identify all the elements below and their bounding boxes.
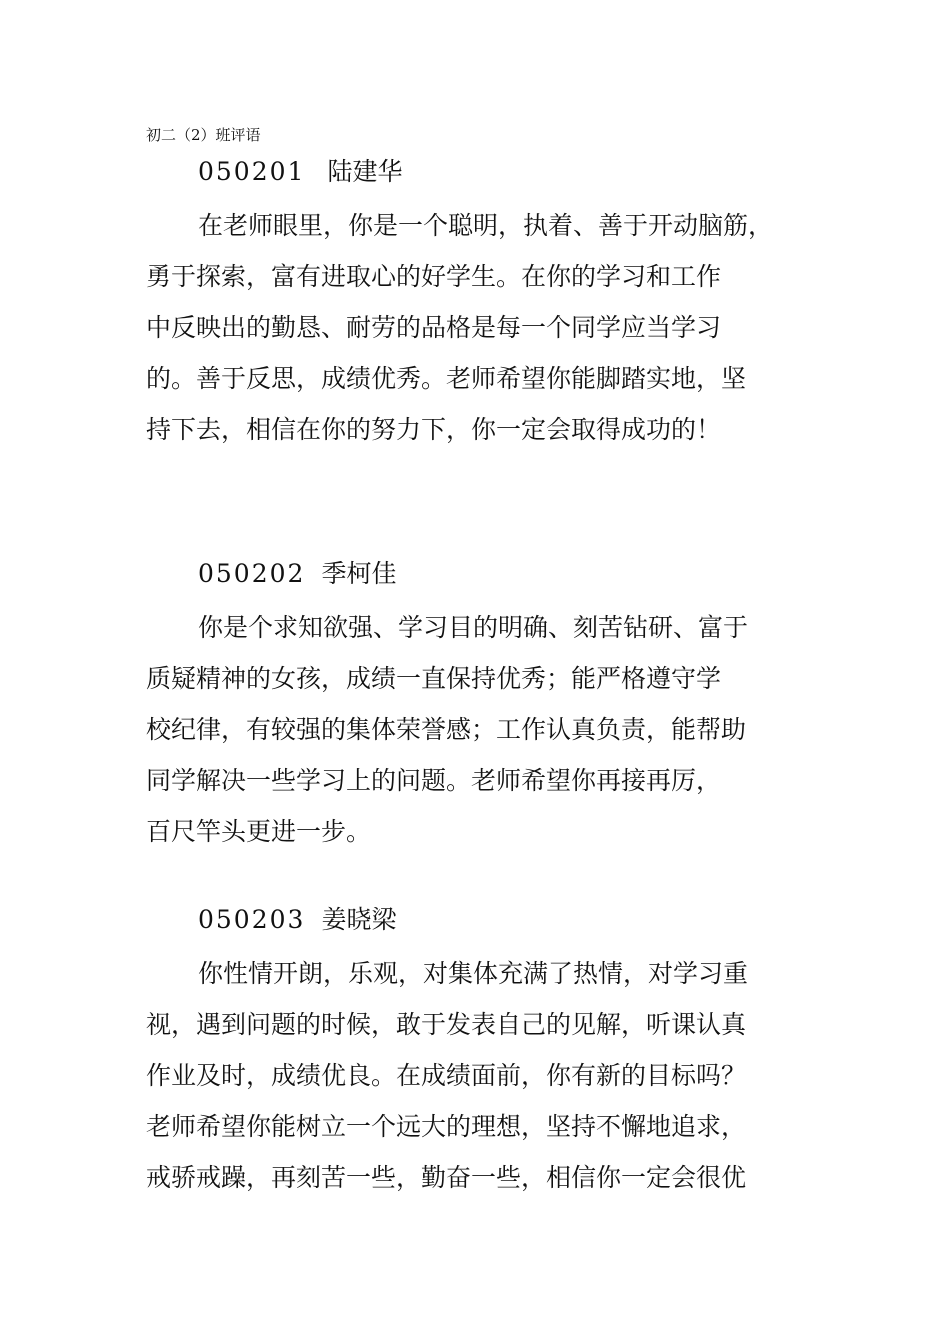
entry-header [146, 554, 836, 594]
comment-line: 戒骄戒躁，再刻苦一些，勤奋一些，相信你一定会很优 [146, 1163, 747, 1192]
comment-line: 你是个求知欲强、学习目的明确、刻苦钻研、富于 [198, 613, 749, 642]
document-title: 初二（2）班评语 [146, 126, 261, 144]
comment-line: 在老师眼里，你是一个聪明，执着、善于开动脑筋， [198, 211, 774, 240]
comment-line: 老师希望你能树立一个远大的理想，坚持不懈地追求， [146, 1112, 747, 1141]
student-name: 陆建华 [327, 157, 403, 186]
student-name: 季柯佳 [321, 559, 397, 588]
comment-line: 校纪律，有较强的集体荣誉感；工作认真负责，能帮助 [146, 715, 747, 744]
student-id: 050202 [198, 559, 306, 588]
student-name: 姜晓梁 [321, 905, 397, 934]
entry-header [146, 152, 836, 192]
comment-line: 的。善于反思，成绩优秀。老师希望你能脚踏实地，坚 [146, 364, 747, 393]
student-entry [146, 554, 836, 857]
student-entry [146, 900, 836, 1203]
entry-header [146, 900, 836, 940]
comment-text [146, 948, 836, 1203]
comment-line: 视，遇到问题的时候，敢于发表自己的见解，听课认真 [146, 1010, 747, 1039]
student-id: 050201 [198, 157, 306, 186]
comment-line: 百尺竿头更进一步。 [146, 817, 372, 846]
comment-line: 中反映出的勤恳、耐劳的品格是每一个同学应当学习 [146, 313, 722, 342]
comment-text [146, 602, 836, 857]
comment-line: 勇于探索，富有进取心的好学生。在你的学习和工作 [146, 262, 722, 291]
comment-line: 质疑精神的女孩，成绩一直保持优秀；能严格遵守学 [146, 664, 722, 693]
comment-line: 同学解决一些学习上的问题。老师希望你再接再厉， [146, 766, 722, 795]
student-entry [146, 152, 836, 455]
comment-line: 持下去，相信在你的努力下，你一定会取得成功的！ [146, 415, 722, 444]
student-id: 050203 [198, 905, 306, 934]
comment-line: 你性情开朗，乐观，对集体充满了热情，对学习重 [198, 959, 749, 988]
comment-line: 作业及时，成绩优良。在成绩面前，你有新的目标吗？ [146, 1061, 747, 1090]
comment-text [146, 200, 836, 455]
